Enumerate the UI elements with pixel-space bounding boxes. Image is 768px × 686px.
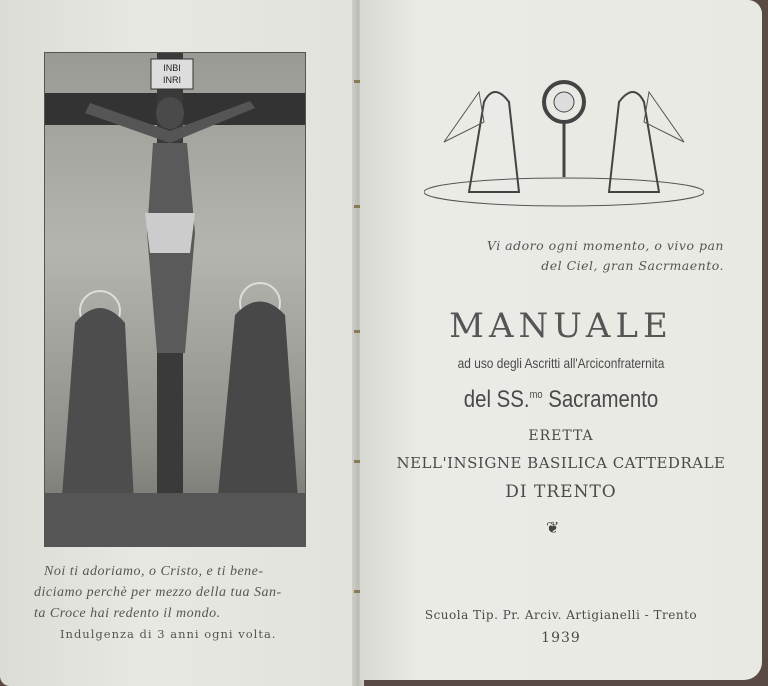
caption-line: Noi ti adoriamo, o Cristo, e ti bene-	[44, 564, 264, 579]
epigraph-line: del Ciel, gran Sacrmaento.	[541, 258, 724, 273]
epigraph	[487, 236, 724, 276]
caption-line: diciamo perchè per mezzo della tua San-	[34, 585, 282, 600]
name-superscript: mo	[529, 389, 543, 401]
name-prefix: del SS.	[463, 386, 530, 413]
city-line: DI TRENTO	[505, 482, 617, 502]
cross-sign: INBI INRI	[163, 63, 181, 85]
title-page	[360, 0, 762, 680]
caption	[34, 561, 344, 624]
confraternity-name	[390, 386, 732, 414]
epigraph-line: Vi adoro ogni momento, o vivo pan	[486, 238, 724, 253]
publication-year: 1939	[541, 630, 581, 646]
caption-line: ta Croce hai redento il mondo.	[34, 606, 221, 621]
indulgence-note: Indulgenza di 3 anni ogni volta.	[60, 627, 277, 641]
crucifixion-illustration	[45, 53, 305, 546]
left-page	[0, 0, 360, 686]
book-title: MANUALE	[449, 306, 673, 346]
angels-monstrance-engraving	[424, 62, 704, 212]
basilica-line: NELL'INSIGNE BASILICA CATTEDRALE	[396, 454, 726, 472]
erected-line: ERETTA	[528, 428, 594, 444]
printer-line: Scuola Tip. Pr. Arciv. Artigianelli - Trento	[424, 608, 698, 622]
crucifixion-engraving	[44, 52, 306, 547]
name-suffix: Sacramento	[542, 386, 659, 413]
ornament-icon: ❦	[546, 518, 560, 537]
book-subtitle: ad uso degli Ascritti all'Arciconfraternita	[457, 355, 665, 371]
